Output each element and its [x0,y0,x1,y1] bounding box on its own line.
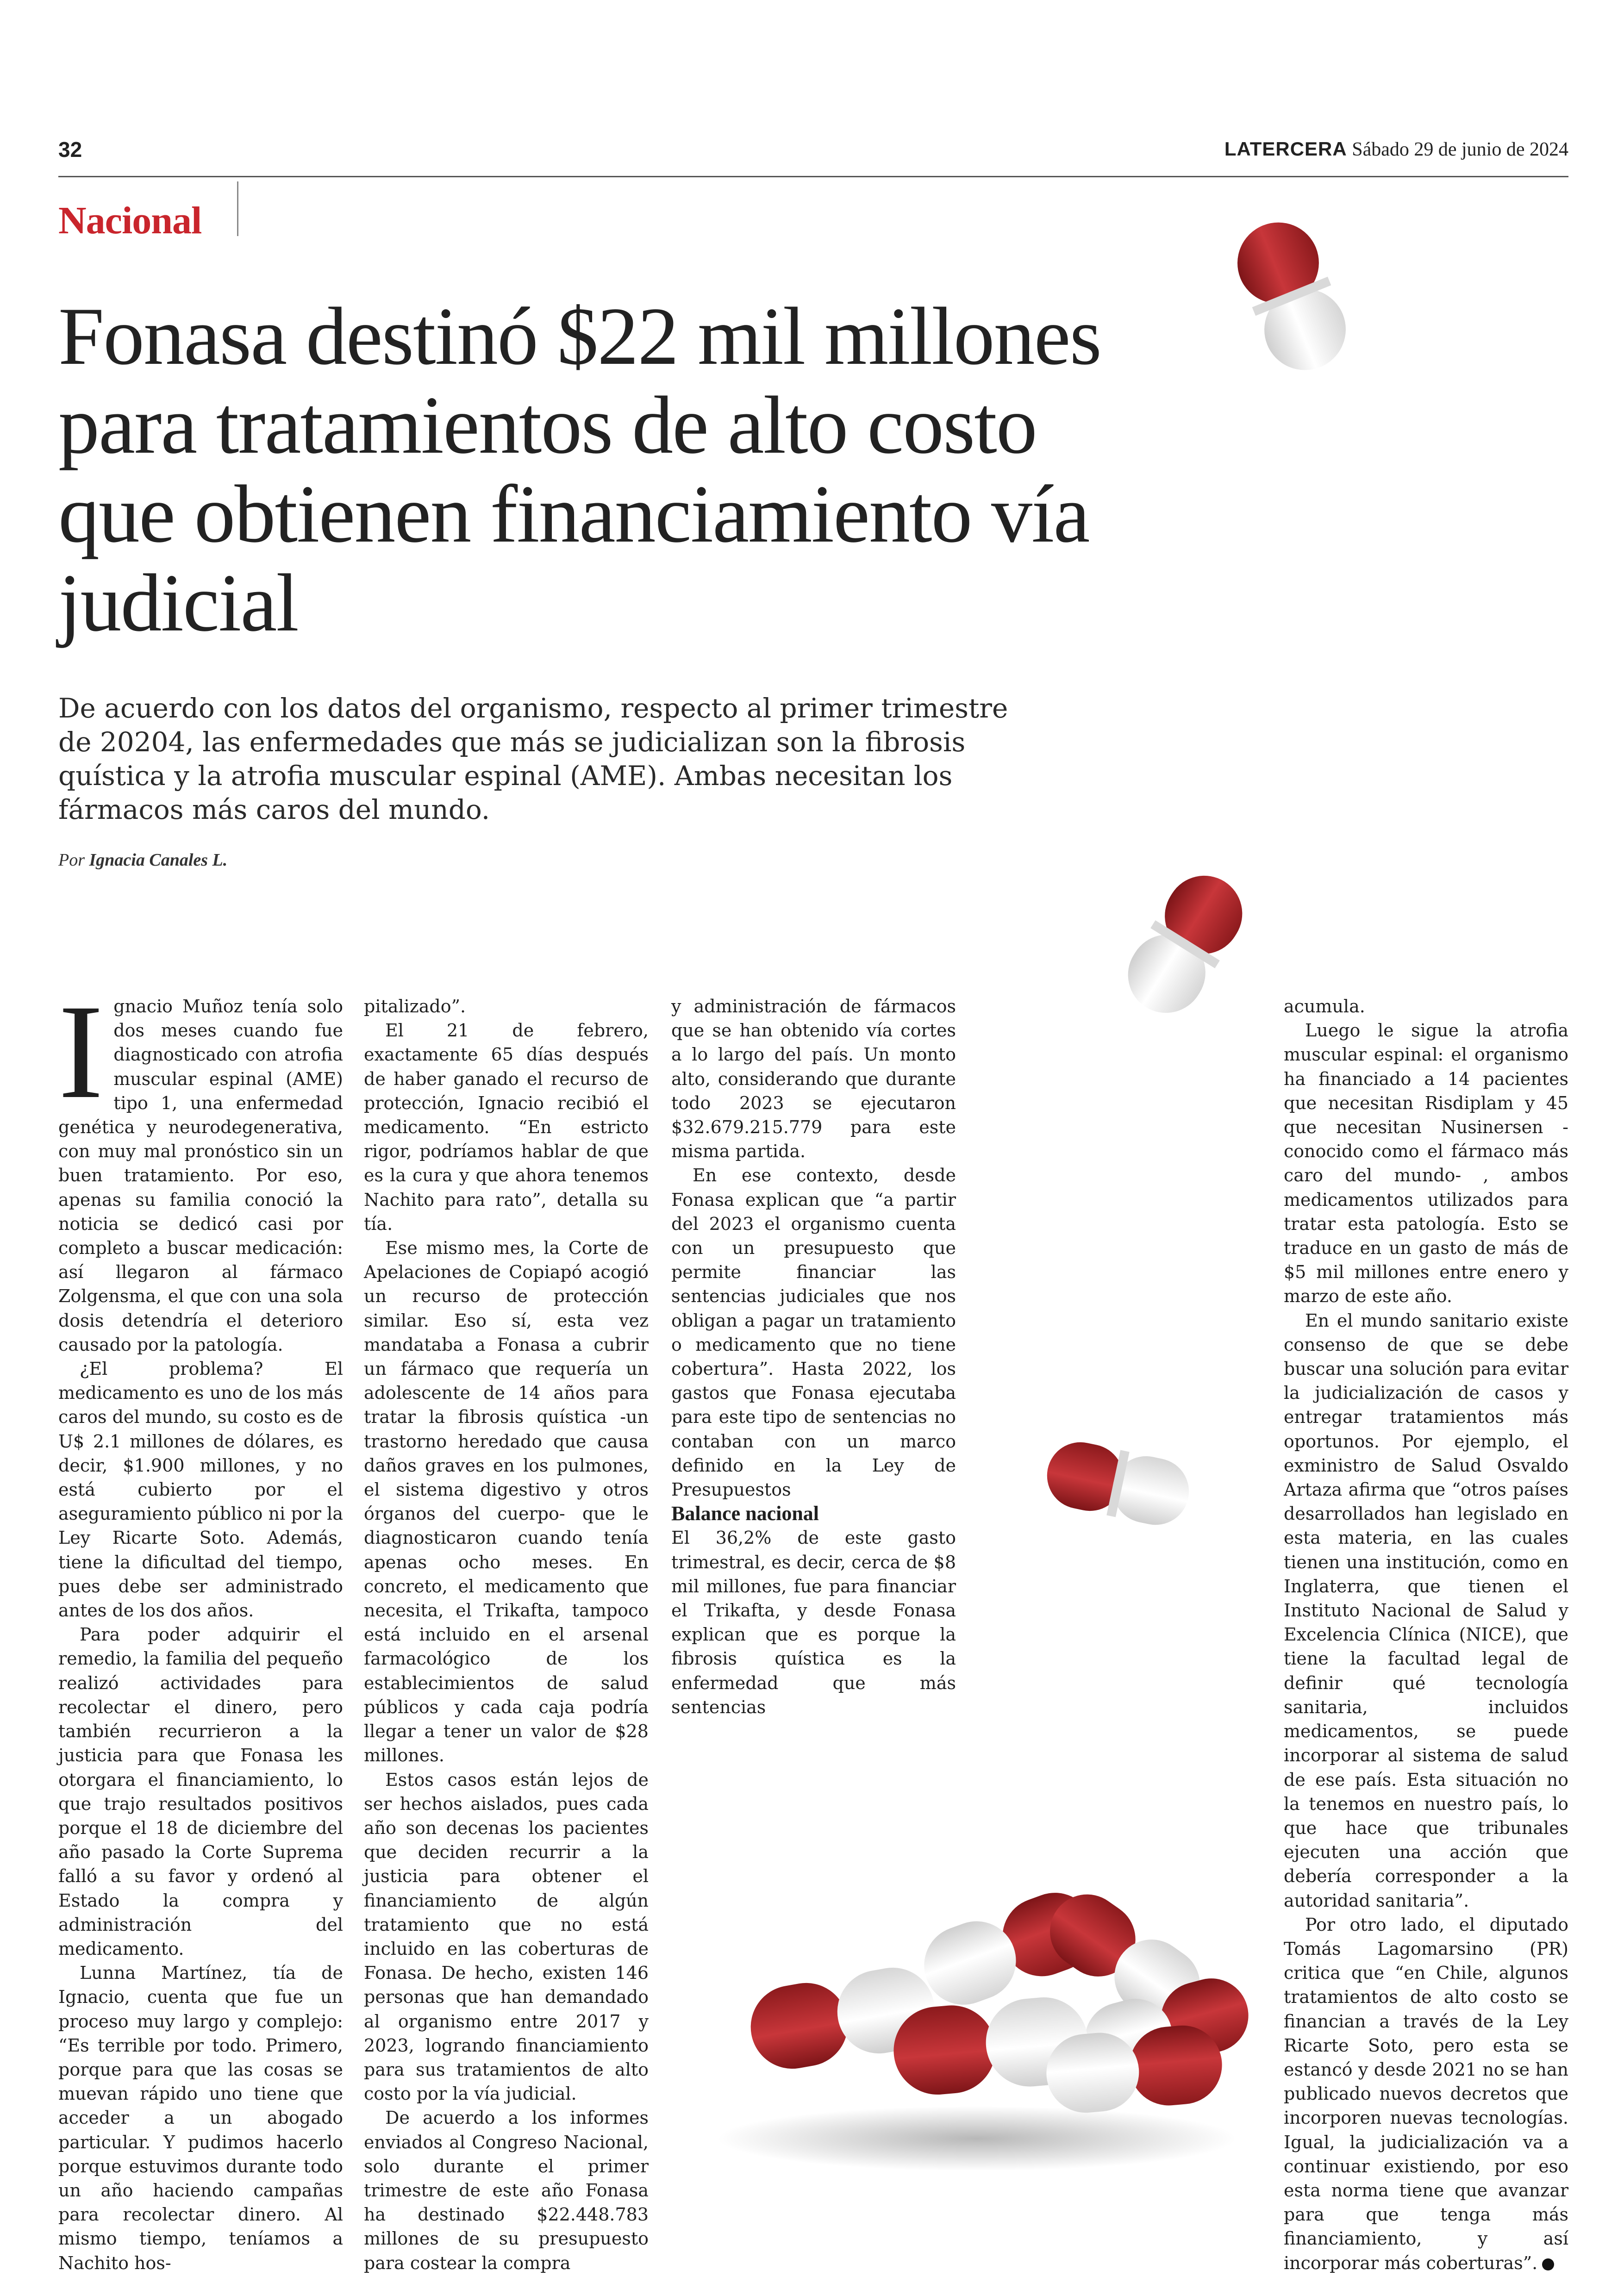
pill-shadow [718,2106,1236,2171]
headline: Fonasa destinó $22 mil millones para tratamientos de alto costo que obtienen financiamiento vía judicial [58,290,1101,649]
article-paragraph: Luego le sigue la atrofia muscular espinal: el organismo ha financiado a 14 pacientes que necesitan Risdiplam y 45 que necesitan Nusinersen -conocido como el fármaco más caro del mundo- , ambos medicamentos utilizados para tratar esta patología. Esto se traduce en un gasto de más de $5 mil millones entre enero y marzo de este año. [1284,1020,1568,1307]
page-number: 32 [58,137,82,162]
pill-capsule [1225,210,1358,382]
pill-capsule [1076,1970,1256,2085]
pill-capsule [1036,1880,1215,2036]
drop-cap: I [58,977,104,1127]
subheading: Balance nacional [671,1502,819,1525]
article-paragraph [1284,1913,1568,2275]
section-divider [237,181,238,236]
article-paragraph-text: Por otro lado, el diputado Tomás Lagomarsino (PR) critica que “en Chile, algunos tratamientos de alto costo se financian a través de la Ley Ricarte Soto, pero esta se estancó y desde 2021 no se han publicado nuevos decretos que incorporen nuevas tecnologías. Igual, la judicialización va a continuar existiendo, por eso esta norma tiene que avanzar para que tenga más financiamiento, y así incorporar más coberturas”. [1284,1914,1568,2273]
article-paragraph: En el mundo sanitario existe consenso de que se debe buscar una solución para evitar la judicialización de casos y entregar tratamientos más oportunos. Por ejemplo, el exministro de Salud Osvaldo Artaza afirma que “otros países desarrollados han legislado en esta materia, en las cuales tienen una institución, como en Inglaterra, que tienen el Instituto Nacional de Salud y Excelencia Clínica (NICE), que tiene la facultad legal de definir qué tecnología sanitaria, incluidos medicamentos, se puede incorporar al sistema de salud de ese país. Esta situación no la tenemos en nuestro país, lo que hace que tribunales ejecuten una acción que debería corresponder a la autoridad sanitaria”. [1284,1310,1568,1911]
article-paragraph: Lunna Martínez, tía de Ignacio, cuenta que fue un proceso muy largo y complejo: “Es terrible por todo. Primero, porque para que las cosas se muevan rápido uno tiene que acceder a un abogado particular. Y pudimos hacerlo porque estuvimos durante todo un año haciendo campañas para recolectar dinero. Al mismo tiempo, teníamos a Nachito hos- [58,1963,343,2273]
article-paragraph: ¿El problema? El medicamento es uno de los más caros del mundo, su costo es de U$ 2.1 millones de dólares, es decir, $1.900 millones, y no está cubierto por el aseguramiento público ni por la Ley Ricarte Soto. Además, tiene la dificultad del tiempo, pues debe ser administrado antes de los dos años. [58,1359,343,1621]
article-paragraph: Ese mismo mes, la Corte de Apelaciones de Copiapó acogió un recurso de protección similar. Eso sí, esta vez mandataba a Fonasa a cubrir un fármaco que requería un adolescente de 14 años para tratar la fibrosis quística -un trastorno heredado que causa daños graves en los pulmones, el sistema digestivo y otros órganos del cuerpo- que le diagnosticaron cuando tenía apenas ocho meses. En concreto, el medicamento que necesita, el Trikafta, tampoco está incluido en el arsenal farmacológico de los establecimientos de salud públicos y cada caja podría llegar a tener un valor de $28 millones. [364,1238,649,1766]
newspaper-brand: LATERCERA [1224,138,1347,160]
byline-author: Ignacia Canales L. [89,850,228,870]
article-paragraph: Estos casos están lejos de ser hechos aislados, pues cada año son decenas los pacientes que deciden recurrir a la justicia para obtener el financiamiento de algún tratamiento que no está incluido en las coberturas de Fonasa. De hecho, existen 146 personas que han demandado al organismo entre 2017 y 2023, logrando financiamiento para sus tratamientos de alto costo por la vía judicial. [364,1769,649,2104]
article-paragraph [58,977,343,1357]
article-paragraph: acumula. [1284,996,1365,1017]
pill-capsule [1114,861,1257,1027]
article-column-3 [671,994,956,1719]
article-paragraph: pitalizado”. [364,996,466,1017]
header-rule [58,176,1568,177]
article-column-2 [364,994,649,2275]
article-paragraph: En ese contexto, desde Fonasa explican que “a partir del 2023 el organismo cuenta con un presupuesto que permite financiar las sentencias judiciales que nos obligan a pagar un tratamiento o medicamento que no tiene cobertura”. Hasta 2022, los gastos que Fonasa ejecutaba para este tipo de sentencias no contaban con un marco definido en la Ley de Presupuestos [671,1165,956,1500]
publication-date: Sábado 29 de junio de 2024 [1352,139,1568,160]
section-label: Nacional [58,199,202,242]
pill-capsule [744,1961,941,2076]
article-paragraph: De acuerdo a los informes enviados al Congreso Nacional, solo durante el primer trimestre de este año Fonasa ha destinado $22.448.783 millones de su presupuesto para costear la compra [364,2108,649,2273]
article-paragraph: Para poder adquirir el remedio, la familia del pequeño realizó actividades para recolectar el dinero, pero también recurrieron a la justicia para que Fonasa les otorgara el financiamiento, lo que trajo resultados positivos porque el 18 de diciembre del año pasado la Corte Suprema falló a su favor y ordenó al Estado la compra y administración del medicamento. [58,1624,343,1959]
pill-capsule [890,1994,1092,2098]
article-paragraph: El 21 de febrero, exactamente 65 días después de haber ganado el recurso de protección, Ignacio recibió el medicamento. “En estricto rigor, podríamos hablar de que es la cura y que ahora tenemos Nachito para rato”, detalla su tía. [364,1020,649,1234]
byline [58,850,227,870]
article-column-1 [58,977,343,2275]
pill-pile [744,1880,1256,2116]
pill-capsule [913,1882,1105,2016]
article-column-4 [1284,994,1568,2275]
article-paragraph-text: gnacio Muñoz tenía solo dos meses cuando fue diagnosticado con atrofia muscular espinal (AME) tipo 1, una enfermedad genética y neurodegenerativa, con muy mal pronóstico sin un buen tratamiento. Por eso, apenas su familia conoció la noticia se dedicó casi por completo a buscar medicación: así llegaron al fármaco Zolgensma, el que con una sola dosis detendría el deterioro causado por la patología. [58,996,343,1355]
end-mark-icon [1542,2258,1554,2270]
article-paragraph: y administración de fármacos que se han obtenido vía cortes a lo largo del país. Un monto alto, considerando que durante todo 2023 se ejecutaron $32.679.215.779 para este misma partida. [671,996,956,1162]
pill-capsule [1041,1436,1195,1531]
article-paragraph: El 36,2% de este gasto trimestral, es decir, cerca de $8 mil millones, fue para financiar el Trikafta, y desde Fonasa explican que es porque la fibrosis quística es la enfermedad que más sentencias [671,1528,956,1717]
byline-prefix: Por [58,850,85,870]
lead-paragraph: De acuerdo con los datos del organismo, respecto al primer trimestre de 20204, las enfermedades que más se judicializan son la fibrosis quística y la atrofia muscular espinal (AME). Ambas necesitan los fármacos más caros del mundo. [58,692,1008,825]
masthead-dateline [1224,138,1568,161]
pill-capsule [1043,2022,1225,2116]
